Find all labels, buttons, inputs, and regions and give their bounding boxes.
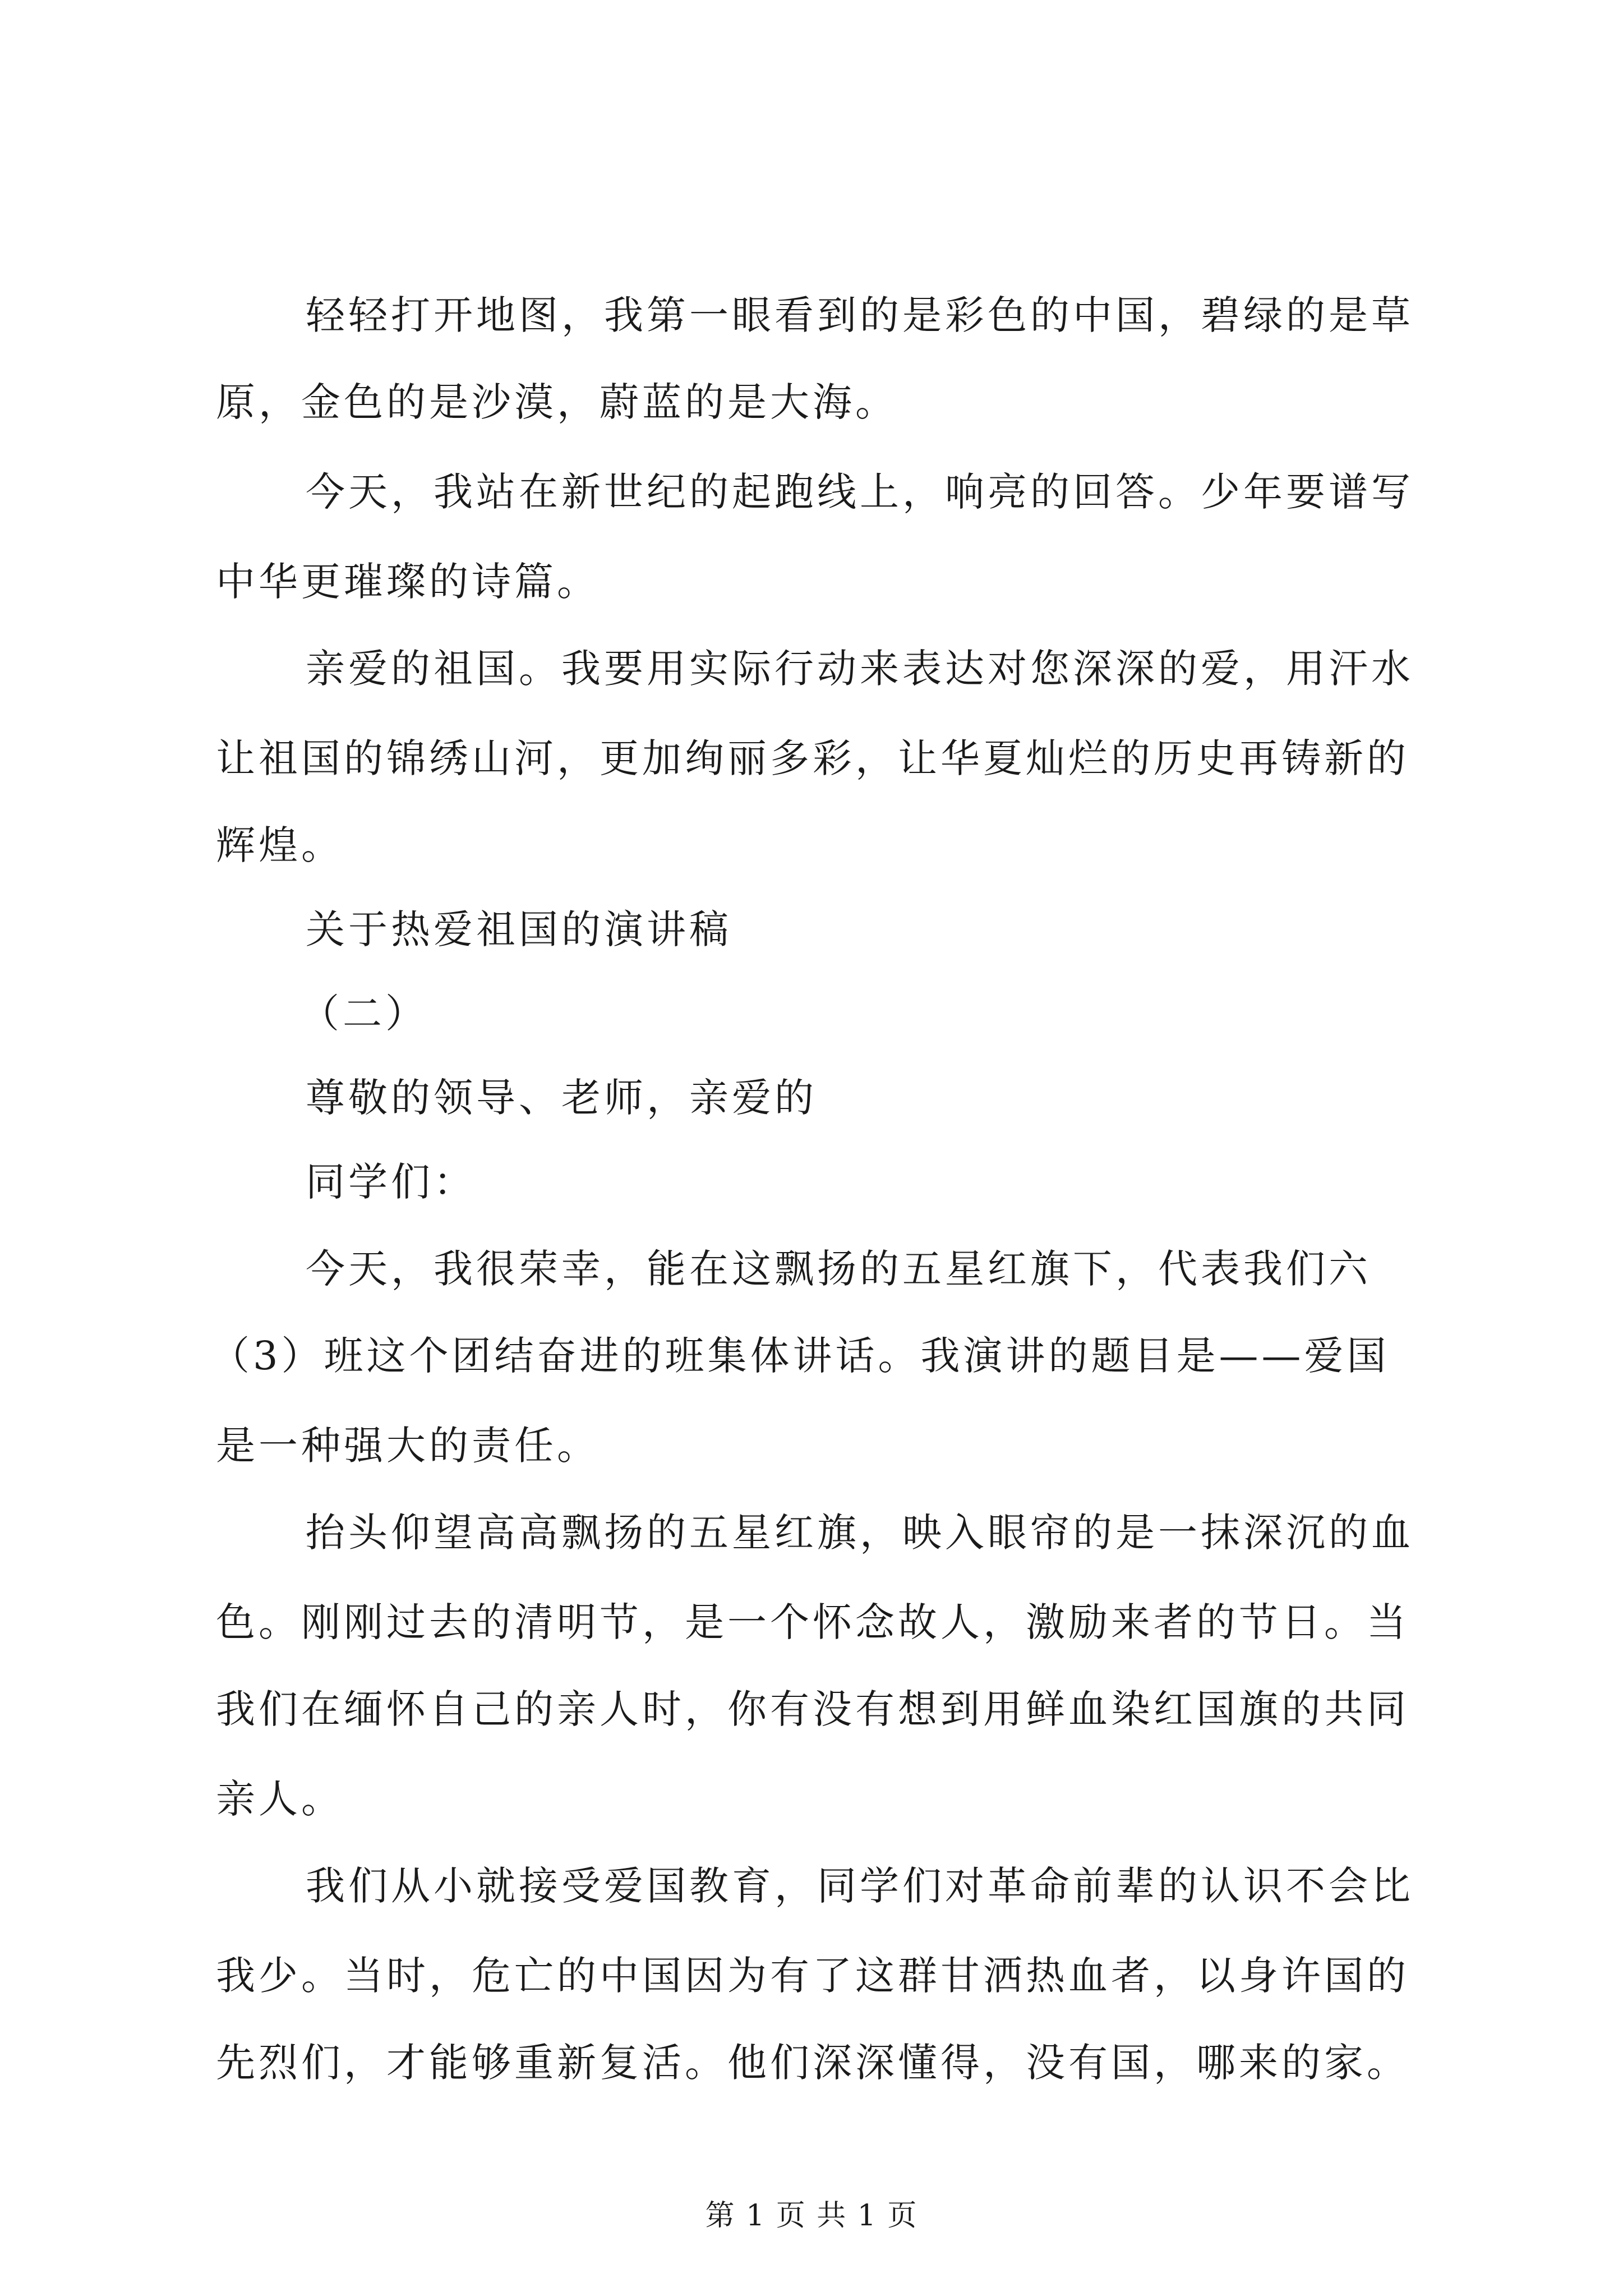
paragraph-line: 抬头仰望高高飘扬的五星红旗，映入眼帘的是一抹深沉的血: [306, 1510, 1414, 1556]
paragraph-line: 让祖国的锦绣山河，更加绚丽多彩，让华夏灿烂的历史再铸新的: [216, 735, 1409, 781]
paragraph-line: 原，金色的是沙漠，蔚蓝的是大海。: [216, 379, 898, 425]
paragraph-line: （3）班这个团结奋进的班集体讲话。我演讲的题目是——爱国: [210, 1333, 1390, 1379]
paragraph-line: 亲爱的祖国。我要用实际行动来表达对您深深的爱，用汗水: [306, 646, 1414, 692]
paragraph-line: 我少。当时，危亡的中国因为有了这群甘洒热血者，以身许国的: [216, 1953, 1409, 1999]
section-subtitle: （二）: [300, 991, 428, 1037]
paragraph-line: 今天，我很荣幸，能在这飘扬的五星红旗下，代表我们六: [306, 1246, 1371, 1292]
page-footer: 第 1 页 共 1 页: [705, 2199, 918, 2233]
paragraph-line: 轻轻打开地图，我第一眼看到的是彩色的中国，碧绿的是草: [306, 292, 1414, 338]
paragraph-line: 我们从小就接受爱国教育，同学们对革命前辈的认识不会比: [306, 1863, 1414, 1909]
salutation-line: 同学们：: [306, 1159, 476, 1205]
paragraph-line: 今天，我站在新世纪的起跑线上，响亮的回答。少年要谱写: [306, 469, 1414, 515]
paragraph-line: 是一种强大的责任。: [216, 1423, 600, 1469]
paragraph-line: 先烈们，才能够重新复活。他们深深懂得，没有国，哪来的家。: [216, 2040, 1409, 2086]
section-title: 关于热爱祖国的演讲稿: [306, 907, 732, 953]
paragraph-line: 亲人。: [216, 1776, 344, 1822]
paragraph-line: 辉煌。: [216, 822, 344, 868]
paragraph-line: 我们在缅怀自己的亲人时，你有没有想到用鲜血染红国旗的共同: [216, 1686, 1409, 1732]
salutation-line: 尊敬的领导、老师，亲爱的: [306, 1075, 817, 1121]
paragraph-line: 色。刚刚过去的清明节，是一个怀念故人，激励来者的节日。当: [216, 1599, 1409, 1645]
paragraph-line: 中华更璀璨的诗篇。: [216, 559, 600, 605]
